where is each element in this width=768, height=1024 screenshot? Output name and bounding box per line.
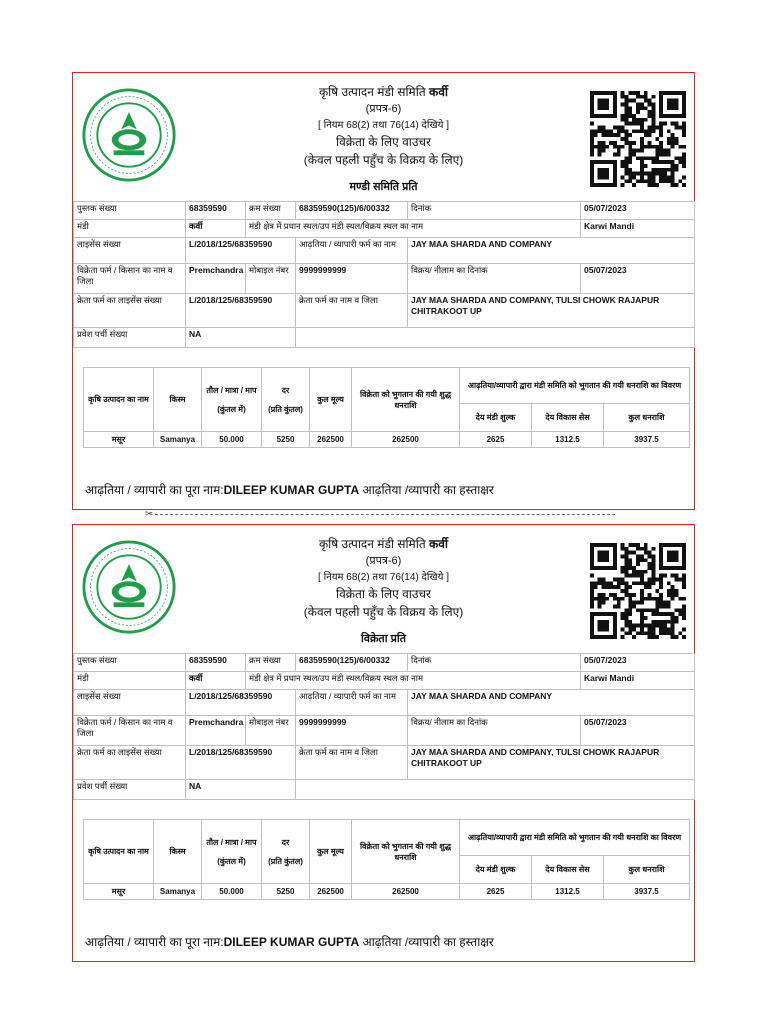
cell-weight: 50.000 (202, 432, 262, 448)
col-produce: कृषि उत्पादन का नाम (84, 368, 154, 432)
cell-sum: 3937.5 (604, 884, 690, 900)
value: JAY MAA SHARDA AND COMPANY, TULSI CHOWK RAJAPUR CHITRAKOOT UP (408, 746, 695, 780)
label: मोबाइल नंबर (246, 264, 296, 294)
cell-rate: 5250 (262, 884, 310, 900)
col-rate: दर (प्रति कुंतल) (262, 368, 310, 432)
title-line: कृषि उत्पादन मंडी समिति कर्वी (318, 85, 449, 99)
label: क्रम संख्या (246, 654, 296, 672)
col-sum: कुल धनराशि (604, 856, 690, 884)
label: विक्रेता फर्म / किसान का नाम व जिला (74, 264, 186, 294)
col-weight: तौल / मात्रा / माप (कुंतल में) (202, 368, 262, 432)
row-entry (74, 780, 695, 800)
value: Premchandra (186, 716, 246, 746)
col-weight: तौल / मात्रा / माप (कुंतल में) (202, 820, 262, 884)
cell-weight: 50.000 (202, 884, 262, 900)
label: प्रवेश पर्ची संख्या (74, 780, 186, 800)
empty-cell (296, 328, 695, 348)
col-rate: दर (प्रति कुंतल) (262, 820, 310, 884)
col-variety: किस्म (154, 368, 202, 432)
cell-produce: मसूर (84, 432, 154, 448)
details-table (73, 201, 695, 348)
cell-cess: 1312.5 (532, 884, 604, 900)
value: NA (186, 328, 296, 348)
col-payment: आढ़तिया/व्यापारी द्वारा मंडी समिति को भुगतान की गयी धनराशि का विवरण (460, 368, 690, 404)
agent-name: DILEEP KUMAR GUPTA (223, 483, 360, 497)
copy-label: विक्रेता प्रति (361, 633, 406, 645)
col-net: विक्रेता को भुगतान की गयी शुद्ध धनराशि (352, 820, 460, 884)
value: Premchandra (186, 264, 246, 294)
row-seller (74, 716, 695, 746)
details-table (73, 653, 695, 800)
col-fee: देय मंडी शुल्क (460, 856, 532, 884)
copy-label: मण्डी समिति प्रति (349, 181, 418, 193)
label: दिनांक (408, 202, 581, 220)
value: L/2018/125/68359590 (186, 690, 296, 716)
form-number: (प्रपत्र-6) (365, 103, 402, 115)
label: आढ़तिया / व्यापारी फर्म का नाम (296, 690, 408, 716)
col-net: विक्रेता को भुगतान की गयी शुद्ध धनराशि (352, 368, 460, 432)
signature-line: आढ़तिया / व्यापारी का पूरा नाम:DILEEP KUMAR GUPTA आढ़तिया /व्यापारी का हस्ताक्षर (85, 935, 494, 949)
row-entry (74, 328, 695, 348)
qr-code-icon (590, 543, 686, 639)
label: दिनांक (408, 654, 581, 672)
voucher-title: विक्रेता के लिए वाउचर (336, 587, 431, 601)
label: आढ़तिया / व्यापारी फर्म का नाम (296, 238, 408, 264)
col-sum: कुल धनराशि (604, 404, 690, 432)
cell-net: 262500 (352, 432, 460, 448)
label: क्रेता फर्म का लाइसेंस संख्या (74, 294, 186, 328)
table-row (84, 432, 690, 448)
label: विक्रेता फर्म / किसान का नाम व जिला (74, 716, 186, 746)
value: 9999999999 (296, 716, 408, 746)
label: मंडी क्षेत्र में प्रधान स्थल/उप मंडी स्थल/विक्रय स्थल का नाम (246, 672, 581, 690)
agent-name: DILEEP KUMAR GUPTA (223, 935, 360, 949)
rule-reference: [ नियम 68(2) तथा 76(14) देखिये ] (318, 120, 449, 131)
cell-produce: मसूर (84, 884, 154, 900)
value: L/2018/125/68359590 (186, 294, 296, 328)
cell-net: 262500 (352, 884, 460, 900)
col-produce: कृषि उत्पादन का नाम (84, 820, 154, 884)
row-book (74, 654, 695, 672)
col-cess: देय विकास सेस (532, 404, 604, 432)
value: 68359590 (186, 202, 246, 220)
row-book (74, 202, 695, 220)
form-number: (प्रपत्र-6) (365, 555, 402, 567)
voucher-seller-copy (72, 524, 695, 962)
empty-cell (296, 780, 695, 800)
value: NA (186, 780, 296, 800)
qr-code-icon (590, 91, 686, 187)
col-fee: देय मंडी शुल्क (460, 404, 532, 432)
cell-cess: 1312.5 (532, 432, 604, 448)
col-total: कुल मूल्य (310, 820, 352, 884)
voucher-header (73, 73, 694, 201)
label: क्रेता फर्म का नाम व जिला (296, 294, 408, 328)
value: 68359590(125)/6/00332 (296, 202, 408, 220)
value: 05/07/2023 (581, 654, 695, 672)
label: पुस्तक संख्या (74, 202, 186, 220)
cell-fee: 2625 (460, 884, 532, 900)
label: विक्रय/ नीलाम का दिनांक (408, 264, 581, 294)
label: मंडी क्षेत्र में प्रधान स्थल/उप मंडी स्थल/विक्रय स्थल का नाम (246, 220, 581, 238)
voucher-header (73, 525, 694, 653)
goods-table (83, 819, 690, 900)
value: कर्वी (186, 672, 246, 690)
label: लाइसेंस संख्या (74, 238, 186, 264)
goods-table (83, 367, 690, 448)
voucher-note: (केवल पहली पहुँच के विक्रय के लिए) (303, 153, 464, 167)
voucher-mandi-copy (72, 72, 695, 510)
scissors-icon: ✂ (145, 510, 154, 520)
voucher-note: (केवल पहली पहुँच के विक्रय के लिए) (303, 605, 464, 619)
signature-line: आढ़तिया / व्यापारी का पूरा नाम:DILEEP KUMAR GUPTA आढ़तिया /व्यापारी का हस्ताक्षर (85, 483, 494, 497)
cell-fee: 2625 (460, 432, 532, 448)
voucher-title: विक्रेता के लिए वाउचर (336, 135, 431, 149)
cut-line (145, 510, 623, 520)
col-payment: आढ़तिया/व्यापारी द्वारा मंडी समिति को भुगतान की गयी धनराशि का विवरण (460, 820, 690, 856)
label: मंडी (74, 220, 186, 238)
label: क्रम संख्या (246, 202, 296, 220)
label: मंडी (74, 672, 186, 690)
value: 68359590(125)/6/00332 (296, 654, 408, 672)
row-mandi (74, 672, 695, 690)
label: पुस्तक संख्या (74, 654, 186, 672)
cell-total: 262500 (310, 884, 352, 900)
value: L/2018/125/68359590 (186, 238, 296, 264)
col-total: कुल मूल्य (310, 368, 352, 432)
cell-rate: 5250 (262, 432, 310, 448)
label: क्रेता फर्म का नाम व जिला (296, 746, 408, 780)
label: लाइसेंस संख्या (74, 690, 186, 716)
row-license (74, 238, 695, 264)
label: क्रेता फर्म का लाइसेंस संख्या (74, 746, 186, 780)
col-variety: किस्म (154, 820, 202, 884)
label: विक्रय/ नीलाम का दिनांक (408, 716, 581, 746)
cell-sum: 3937.5 (604, 432, 690, 448)
row-mandi (74, 220, 695, 238)
value: 05/07/2023 (581, 202, 695, 220)
dashed-divider (155, 514, 615, 515)
value: कर्वी (186, 220, 246, 238)
table-row (84, 884, 690, 900)
value: JAY MAA SHARDA AND COMPANY (408, 238, 695, 264)
value: Karwi Mandi (581, 672, 695, 690)
label: प्रवेश पर्ची संख्या (74, 328, 186, 348)
cell-variety: Samanya (154, 884, 202, 900)
value: 9999999999 (296, 264, 408, 294)
row-seller (74, 264, 695, 294)
label: मोबाइल नंबर (246, 716, 296, 746)
mandi-seal-logo (81, 87, 177, 183)
rule-reference: [ नियम 68(2) तथा 76(14) देखिये ] (318, 572, 449, 583)
col-cess: देय विकास सेस (532, 856, 604, 884)
row-buyer (74, 746, 695, 780)
value: JAY MAA SHARDA AND COMPANY, TULSI CHOWK RAJAPUR CHITRAKOOT UP (408, 294, 695, 328)
value: Karwi Mandi (581, 220, 695, 238)
cell-variety: Samanya (154, 432, 202, 448)
cell-total: 262500 (310, 432, 352, 448)
title-line: कृषि उत्पादन मंडी समिति कर्वी (318, 537, 449, 551)
value: 68359590 (186, 654, 246, 672)
row-license (74, 690, 695, 716)
value: 05/07/2023 (581, 716, 695, 746)
row-buyer (74, 294, 695, 328)
mandi-seal-logo (81, 539, 177, 635)
value: L/2018/125/68359590 (186, 746, 296, 780)
value: JAY MAA SHARDA AND COMPANY (408, 690, 695, 716)
value: 05/07/2023 (581, 264, 695, 294)
